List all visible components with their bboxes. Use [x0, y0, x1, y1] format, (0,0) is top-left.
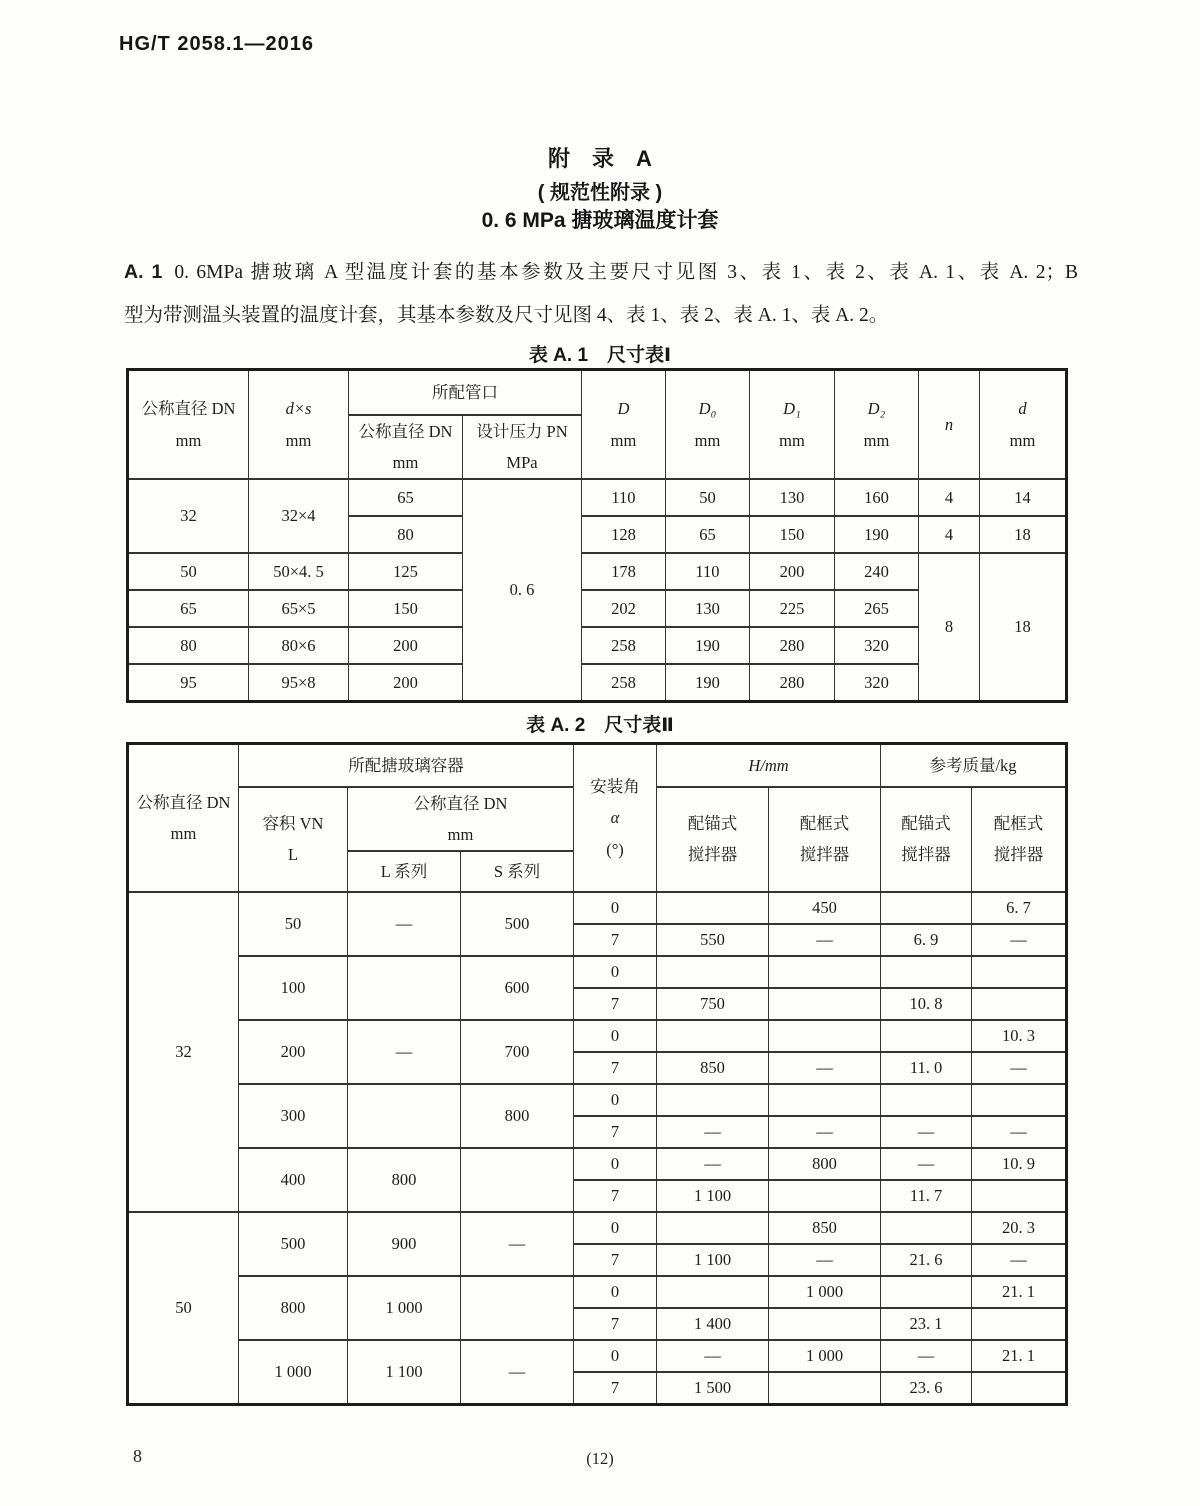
table-cell — [769, 1084, 881, 1116]
table-cell: 7 — [574, 924, 657, 956]
table-cell — [881, 1084, 972, 1116]
table-cell — [881, 1212, 972, 1244]
table-cell: 200 — [349, 627, 463, 664]
table-cell: 200 — [349, 664, 463, 701]
table-cell — [348, 956, 461, 1020]
table-cell — [769, 988, 881, 1020]
table-cell: 850 — [657, 1052, 769, 1084]
table-cell: 178 — [582, 553, 666, 590]
table-cell: — — [348, 892, 461, 956]
table-cell: 100 — [239, 956, 348, 1020]
table-cell: 500 — [461, 892, 574, 956]
table-cell: 400 — [239, 1148, 348, 1212]
table-cell: 200 — [239, 1020, 348, 1084]
table-cell: 23. 6 — [881, 1372, 972, 1404]
appendix-heading: 0. 6 MPa 搪玻璃温度计套 — [481, 209, 719, 232]
table-cell: 21. 1 — [972, 1340, 1067, 1372]
table-cell: 0 — [574, 1148, 657, 1180]
column-header: 配框式 搅拌器 — [972, 787, 1067, 893]
table-cell: 23. 1 — [881, 1308, 972, 1340]
table-cell: 50 — [239, 892, 348, 956]
table-cell: — — [769, 924, 881, 956]
table-cell: — — [769, 1244, 881, 1276]
table-cell: 65 — [349, 479, 463, 516]
table-cell — [769, 1372, 881, 1404]
table-cell: 4 — [919, 516, 980, 553]
table-cell: — — [881, 1340, 972, 1372]
sheet-number: (12) — [586, 1449, 614, 1468]
table-cell: 80 — [128, 627, 249, 664]
table-cell: 32 — [128, 892, 239, 1212]
table-cell: 1 100 — [657, 1244, 769, 1276]
column-header: D₁ mm — [750, 370, 835, 480]
table-cell: 300 — [239, 1084, 348, 1148]
table-cell: — — [769, 1116, 881, 1148]
table-cell: — — [461, 1340, 574, 1404]
table-cell: 7 — [574, 1372, 657, 1404]
column-header: 容积 VN L — [239, 787, 348, 893]
table-cell: 130 — [666, 590, 750, 627]
table-cell — [348, 1084, 461, 1148]
standard-number: HG/T 2058.1—2016 — [119, 33, 314, 55]
table-cell: 110 — [582, 479, 666, 516]
table-cell — [972, 1372, 1067, 1404]
column-header: 配锚式 搅拌器 — [657, 787, 769, 893]
table-cell — [972, 988, 1067, 1020]
table-cell — [972, 1084, 1067, 1116]
table-cell: 14 — [980, 479, 1067, 516]
table-cell: 280 — [750, 664, 835, 701]
table-cell: 7 — [574, 1116, 657, 1148]
table-cell: 750 — [657, 988, 769, 1020]
table-cell: — — [972, 924, 1067, 956]
table-a2-caption: 表 A. 2 尺寸表Ⅱ — [526, 715, 674, 736]
table-cell: 320 — [835, 664, 919, 701]
table-cell: 21. 6 — [881, 1244, 972, 1276]
column-header: D₀ mm — [666, 370, 750, 480]
table-cell: 190 — [666, 627, 750, 664]
table-cell — [881, 892, 972, 924]
table-cell: 0 — [574, 1212, 657, 1244]
table-cell: 600 — [461, 956, 574, 1020]
table-cell: 0. 6 — [463, 479, 582, 701]
table-cell: — — [881, 1148, 972, 1180]
table-cell: 800 — [239, 1276, 348, 1340]
table-cell: 65×5 — [249, 590, 349, 627]
column-header: D mm — [582, 370, 666, 480]
table-cell: 21. 1 — [972, 1276, 1067, 1308]
paragraph-text-1: 0. 6MPa 搪玻璃 A 型温度计套的基本参数及主要尺寸见图 3、表 1、表 2、表 A. 1、表 A. 2；B — [174, 262, 1078, 283]
table-cell: 0 — [574, 956, 657, 988]
table-cell: 7 — [574, 1244, 657, 1276]
table-cell: 6. 7 — [972, 892, 1067, 924]
table-a1 — [126, 368, 1068, 703]
table-cell: 11. 0 — [881, 1052, 972, 1084]
table-cell: 50×4. 5 — [249, 553, 349, 590]
table-cell: 1 000 — [239, 1340, 348, 1404]
table-cell: 80 — [349, 516, 463, 553]
table-cell: 800 — [769, 1148, 881, 1180]
column-header: L 系列 — [348, 851, 461, 892]
table-cell: 18 — [980, 516, 1067, 553]
table-cell: — — [348, 1020, 461, 1084]
table-cell: 160 — [835, 479, 919, 516]
column-header: 所配管口 — [349, 370, 582, 415]
table-cell: 190 — [835, 516, 919, 553]
table-cell: 0 — [574, 1276, 657, 1308]
table-cell: — — [972, 1244, 1067, 1276]
table-cell: 700 — [461, 1020, 574, 1084]
column-header: S 系列 — [461, 851, 574, 892]
appendix-title: 附 录 A — [548, 146, 652, 171]
table-a2 — [126, 742, 1068, 1406]
table-cell: 280 — [750, 627, 835, 664]
table-cell: 202 — [582, 590, 666, 627]
table-cell — [657, 892, 769, 924]
table-cell: 95 — [128, 664, 249, 701]
table-cell: 10. 9 — [972, 1148, 1067, 1180]
table-cell — [972, 956, 1067, 988]
table-cell: 20. 3 — [972, 1212, 1067, 1244]
table-cell: 1 400 — [657, 1308, 769, 1340]
column-header: 安装角 α (°) — [574, 744, 657, 893]
table-cell: — — [769, 1052, 881, 1084]
table-cell: — — [657, 1148, 769, 1180]
column-header: 所配搪玻璃容器 — [239, 744, 574, 787]
table-cell: 0 — [574, 1340, 657, 1372]
column-header: 配锚式 搅拌器 — [881, 787, 972, 893]
table-cell: 190 — [666, 664, 750, 701]
clause-a1-paragraph — [124, 251, 1078, 337]
table-cell — [657, 1212, 769, 1244]
table-cell — [461, 1148, 574, 1212]
table-cell — [972, 1180, 1067, 1212]
table-cell: — — [972, 1116, 1067, 1148]
table-cell: 110 — [666, 553, 750, 590]
table-cell: — — [461, 1212, 574, 1276]
column-header: 公称直径 DN mm — [348, 787, 574, 852]
table-cell — [881, 956, 972, 988]
table-cell: 1 000 — [769, 1340, 881, 1372]
column-header: 设计压力 PN MPa — [463, 415, 582, 480]
table-cell: 50 — [666, 479, 750, 516]
table-cell: 1 500 — [657, 1372, 769, 1404]
column-header: 参考质量/kg — [881, 744, 1067, 787]
table-cell: — — [657, 1116, 769, 1148]
table-a1-caption: 表 A. 1 尺寸表Ⅰ — [528, 345, 672, 366]
column-header: 公称直径 DN mm — [128, 370, 249, 480]
table-cell: 32×4 — [249, 479, 349, 553]
table-cell: 65 — [128, 590, 249, 627]
table-cell: 128 — [582, 516, 666, 553]
table-cell: 1 000 — [348, 1276, 461, 1340]
table-cell: 50 — [128, 553, 249, 590]
table-cell: — — [657, 1340, 769, 1372]
table-cell: 50 — [128, 1212, 239, 1404]
table-cell — [881, 1020, 972, 1052]
table-cell: 1 100 — [348, 1340, 461, 1404]
table-cell: 240 — [835, 553, 919, 590]
table-cell: 11. 7 — [881, 1180, 972, 1212]
column-header: d×s mm — [249, 370, 349, 480]
table-cell: 800 — [461, 1084, 574, 1148]
table-cell: 7 — [574, 1180, 657, 1212]
column-header: 公称直径 DN mm — [349, 415, 463, 480]
table-cell — [657, 1276, 769, 1308]
table-cell: 7 — [574, 1308, 657, 1340]
appendix-subtitle: ( 规范性附录 ) — [537, 182, 663, 204]
table-cell: 10. 8 — [881, 988, 972, 1020]
table-cell: 320 — [835, 627, 919, 664]
table-cell: 7 — [574, 988, 657, 1020]
table-cell: 95×8 — [249, 664, 349, 701]
column-header: H/mm — [657, 744, 881, 787]
page-number: 8 — [133, 1446, 142, 1466]
paragraph-line-1 — [124, 251, 1078, 294]
table-cell: 500 — [239, 1212, 348, 1276]
table-cell: 450 — [769, 892, 881, 924]
table-cell: 7 — [574, 1052, 657, 1084]
table-cell — [769, 1308, 881, 1340]
table-cell: 0 — [574, 892, 657, 924]
table-cell: 1 000 — [769, 1276, 881, 1308]
table-cell: 32 — [128, 479, 249, 553]
table-cell: 130 — [750, 479, 835, 516]
table-cell: 1 100 — [657, 1180, 769, 1212]
table-cell: 18 — [980, 553, 1067, 701]
column-header: n — [919, 370, 980, 480]
table-cell: 125 — [349, 553, 463, 590]
column-header: D₂ mm — [835, 370, 919, 480]
table-cell: 200 — [750, 553, 835, 590]
table-cell — [769, 1020, 881, 1052]
table-cell: 265 — [835, 590, 919, 627]
table-cell: 80×6 — [249, 627, 349, 664]
table-cell: 0 — [574, 1020, 657, 1052]
column-header: 配框式 搅拌器 — [769, 787, 881, 893]
table-cell — [657, 1020, 769, 1052]
table-cell: 4 — [919, 479, 980, 516]
table-cell: 550 — [657, 924, 769, 956]
table-cell — [769, 956, 881, 988]
column-header: d mm — [980, 370, 1067, 480]
table-cell: 8 — [919, 553, 980, 701]
table-cell: 800 — [348, 1148, 461, 1212]
table-cell: 6. 9 — [881, 924, 972, 956]
table-cell: 225 — [750, 590, 835, 627]
table-cell: 850 — [769, 1212, 881, 1244]
table-cell: 258 — [582, 664, 666, 701]
paragraph-line-2: 型为带测温头装置的温度计套，其基本参数及尺寸见图 4、表 1、表 2、表 A. 1、表 A. 2。 — [124, 305, 889, 326]
table-cell — [461, 1276, 574, 1340]
clause-label: A. 1 — [124, 261, 163, 283]
table-cell: 900 — [348, 1212, 461, 1276]
table-cell — [657, 956, 769, 988]
table-cell: — — [881, 1116, 972, 1148]
table-cell — [657, 1084, 769, 1116]
table-cell: 65 — [666, 516, 750, 553]
table-cell: 0 — [574, 1084, 657, 1116]
table-cell — [972, 1308, 1067, 1340]
table-cell: 10. 3 — [972, 1020, 1067, 1052]
table-cell: 150 — [750, 516, 835, 553]
column-header: 公称直径 DN mm — [128, 744, 239, 893]
table-cell: 150 — [349, 590, 463, 627]
table-cell — [881, 1276, 972, 1308]
table-cell — [769, 1180, 881, 1212]
table-cell: 258 — [582, 627, 666, 664]
table-cell: — — [972, 1052, 1067, 1084]
